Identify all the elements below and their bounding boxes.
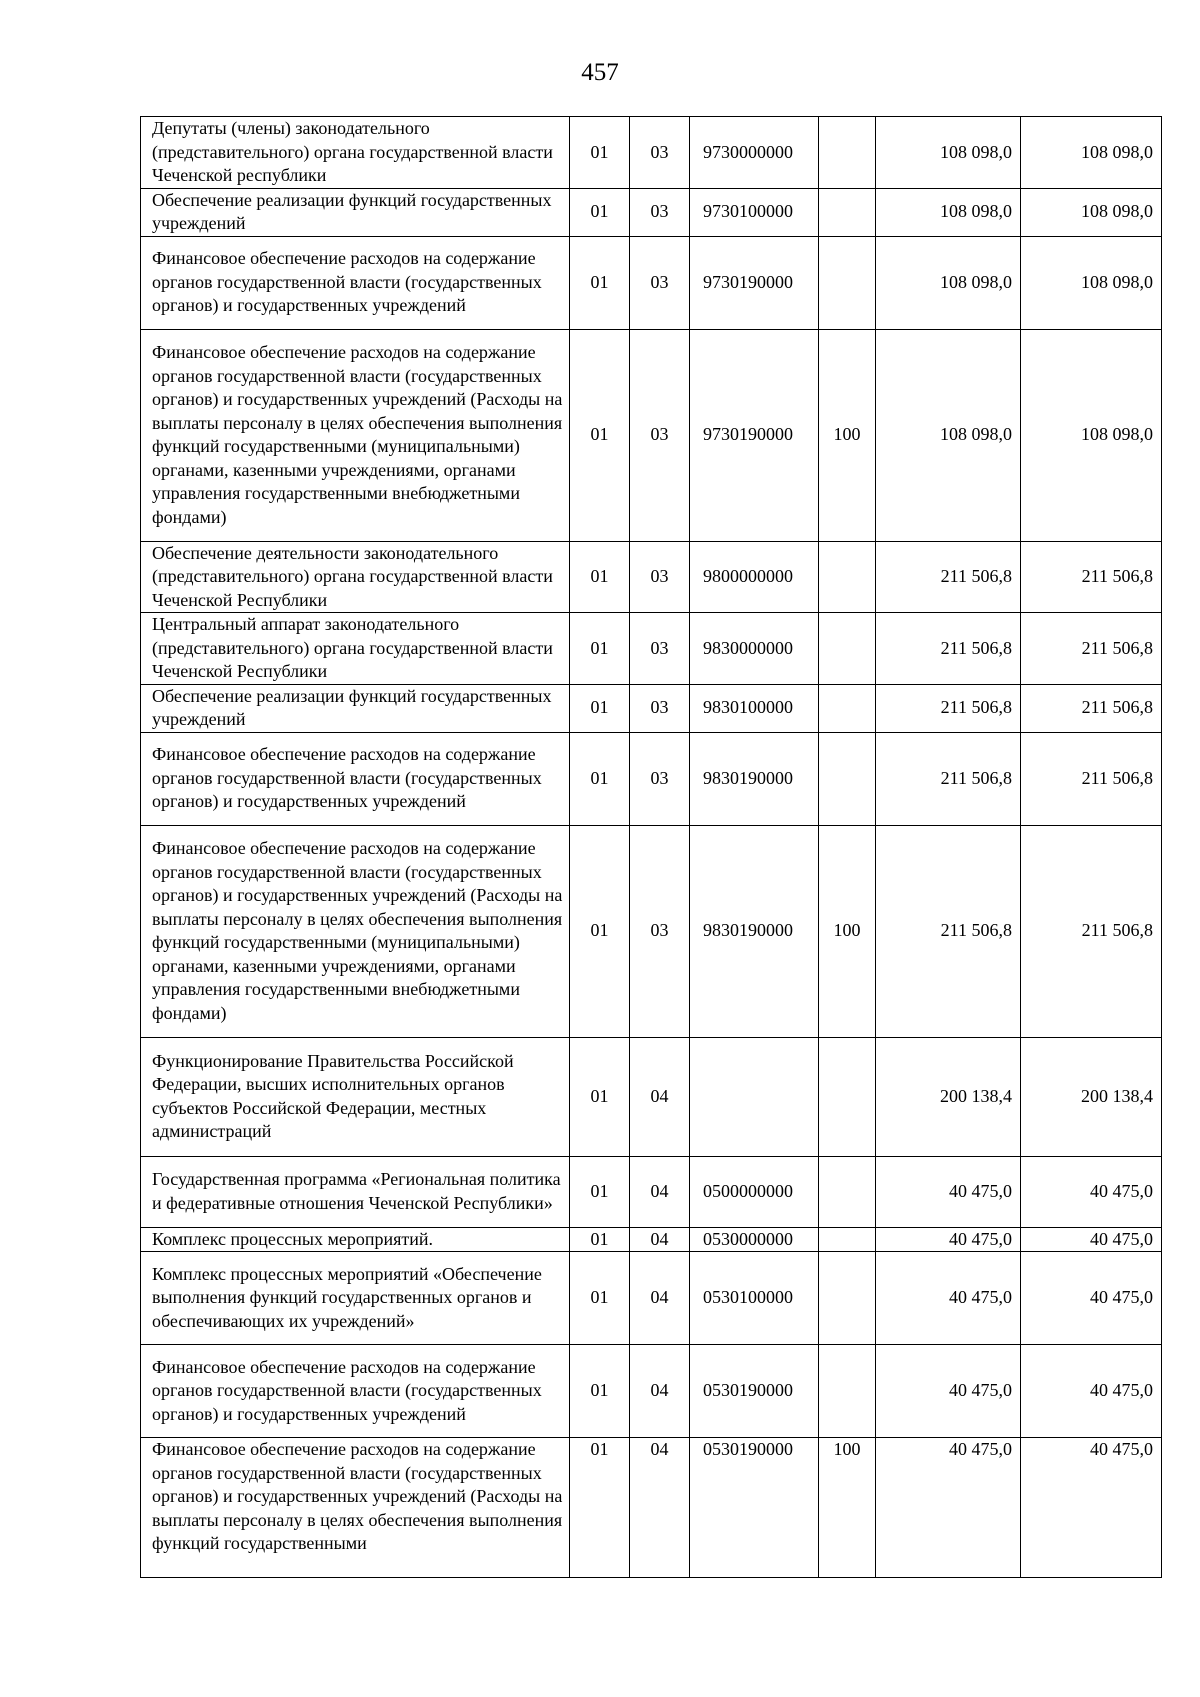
row-subsection-code: 04 [630,1252,690,1345]
row-section-code: 01 [570,613,630,685]
table-row [141,684,1162,732]
row-amount-2: 40 475,0 [1021,1227,1162,1252]
table-row [141,188,1162,236]
row-subsection-code: 04 [630,1438,690,1578]
row-amount-1: 211 506,8 [876,541,1021,613]
row-name: Финансовое обеспечение расходов на содержание органов государственной власти (государственных органов) и государственных учреждений (Расходы на выплаты персоналу в целях обеспечения выполнения функций государственными [141,1438,570,1578]
row-expense-type-code [819,1037,876,1156]
table-row [141,732,1162,825]
row-target-article-code: 9730000000 [690,117,819,189]
table-row [141,541,1162,613]
row-name: Государственная программа «Региональная политика и федеративные отношения Чеченской Республики» [141,1156,570,1227]
table-row [141,825,1162,1037]
row-section-code: 01 [570,541,630,613]
row-amount-1: 40 475,0 [876,1227,1021,1252]
row-section-code: 01 [570,188,630,236]
row-amount-1: 211 506,8 [876,684,1021,732]
table-row [141,117,1162,189]
table-body [141,117,1162,1578]
row-target-article-code: 0530190000 [690,1345,819,1438]
row-amount-2: 108 098,0 [1021,117,1162,189]
row-amount-1: 211 506,8 [876,825,1021,1037]
row-subsection-code: 04 [630,1037,690,1156]
row-expense-type-code: 100 [819,825,876,1037]
row-section-code: 01 [570,329,630,541]
row-expense-type-code [819,236,876,329]
row-name: Функционирование Правительства Российской Федерации, высших исполнительных органов субъектов Российской Федерации, местных администраций [141,1037,570,1156]
row-target-article-code [690,1037,819,1156]
table-row [141,1227,1162,1252]
row-amount-2: 108 098,0 [1021,236,1162,329]
row-section-code: 01 [570,1037,630,1156]
row-amount-2: 211 506,8 [1021,541,1162,613]
row-subsection-code: 03 [630,732,690,825]
row-expense-type-code [819,1345,876,1438]
row-amount-2: 40 475,0 [1021,1438,1162,1578]
row-expense-type-code [819,1252,876,1345]
row-amount-1: 40 475,0 [876,1438,1021,1578]
row-name: Финансовое обеспечение расходов на содержание органов государственной власти (государственных органов) и государственных учреждений (Расходы на выплаты персоналу в целях обеспечения выполнения функций государственными (муниципальными) органами, казенными учреждениями, органами управления государственными внебюджетными фондами) [141,329,570,541]
row-name: Депутаты (члены) законодательного (представительного) органа государственной власти Чеченской республики [141,117,570,189]
row-target-article-code: 9830000000 [690,613,819,685]
row-section-code: 01 [570,1345,630,1438]
row-amount-2: 211 506,8 [1021,732,1162,825]
table-row [141,1037,1162,1156]
row-subsection-code: 03 [630,825,690,1037]
row-subsection-code: 03 [630,117,690,189]
row-expense-type-code [819,541,876,613]
table-row [141,1345,1162,1438]
row-subsection-code: 04 [630,1345,690,1438]
row-amount-2: 211 506,8 [1021,613,1162,685]
row-name: Финансовое обеспечение расходов на содержание органов государственной власти (государственных органов) и государственных учреждений (Расходы на выплаты персоналу в целях обеспечения выполнения функций государственными (муниципальными) органами, казенными учреждениями, органами управления государственными внебюджетными фондами) [141,825,570,1037]
row-subsection-code: 03 [630,684,690,732]
row-amount-1: 108 098,0 [876,236,1021,329]
row-expense-type-code [819,732,876,825]
row-amount-2: 211 506,8 [1021,684,1162,732]
row-name: Финансовое обеспечение расходов на содержание органов государственной власти (государственных органов) и государственных учреждений [141,732,570,825]
row-amount-2: 108 098,0 [1021,188,1162,236]
row-expense-type-code [819,1227,876,1252]
row-section-code: 01 [570,732,630,825]
row-amount-1: 108 098,0 [876,329,1021,541]
row-amount-1: 200 138,4 [876,1037,1021,1156]
row-amount-2: 40 475,0 [1021,1345,1162,1438]
row-amount-2: 40 475,0 [1021,1156,1162,1227]
row-section-code: 01 [570,1156,630,1227]
row-amount-1: 211 506,8 [876,732,1021,825]
row-amount-1: 40 475,0 [876,1252,1021,1345]
row-section-code: 01 [570,1252,630,1345]
row-amount-1: 40 475,0 [876,1156,1021,1227]
row-expense-type-code: 100 [819,329,876,541]
row-amount-1: 211 506,8 [876,613,1021,685]
row-section-code: 01 [570,684,630,732]
row-name: Центральный аппарат законодательного (представительного) органа государственной власти Чеченской Республики [141,613,570,685]
row-subsection-code: 03 [630,541,690,613]
table-row [141,1438,1162,1578]
row-subsection-code: 03 [630,613,690,685]
row-target-article-code: 0530190000 [690,1438,819,1578]
table-row [141,236,1162,329]
row-amount-1: 40 475,0 [876,1345,1021,1438]
row-amount-2: 108 098,0 [1021,329,1162,541]
row-section-code: 01 [570,1227,630,1252]
budget-table [140,116,1162,1578]
row-amount-2: 200 138,4 [1021,1037,1162,1156]
row-name: Комплекс процессных мероприятий «Обеспечение выполнения функций государственных органов и обеспечивающих их учреждений» [141,1252,570,1345]
row-subsection-code: 03 [630,188,690,236]
row-name: Обеспечение реализации функций государственных учреждений [141,684,570,732]
table-row [141,1252,1162,1345]
row-amount-1: 108 098,0 [876,188,1021,236]
row-name: Финансовое обеспечение расходов на содержание органов государственной власти (государственных органов) и государственных учреждений [141,1345,570,1438]
row-target-article-code: 9830190000 [690,825,819,1037]
table-row [141,613,1162,685]
row-target-article-code: 9730100000 [690,188,819,236]
row-expense-type-code [819,117,876,189]
row-subsection-code: 03 [630,236,690,329]
row-target-article-code: 0530000000 [690,1227,819,1252]
row-target-article-code: 9800000000 [690,541,819,613]
row-name: Обеспечение реализации функций государственных учреждений [141,188,570,236]
table-row [141,1156,1162,1227]
row-section-code: 01 [570,236,630,329]
row-target-article-code: 0500000000 [690,1156,819,1227]
row-subsection-code: 04 [630,1156,690,1227]
row-name: Финансовое обеспечение расходов на содержание органов государственной власти (государственных органов) и государственных учреждений [141,236,570,329]
row-target-article-code: 9730190000 [690,329,819,541]
row-expense-type-code [819,188,876,236]
row-subsection-code: 04 [630,1227,690,1252]
row-expense-type-code: 100 [819,1438,876,1578]
row-target-article-code: 9730190000 [690,236,819,329]
row-target-article-code: 9830190000 [690,732,819,825]
row-section-code: 01 [570,825,630,1037]
row-expense-type-code [819,684,876,732]
row-section-code: 01 [570,1438,630,1578]
row-amount-2: 211 506,8 [1021,825,1162,1037]
row-target-article-code: 9830100000 [690,684,819,732]
row-expense-type-code [819,1156,876,1227]
table-row [141,329,1162,541]
row-amount-2: 40 475,0 [1021,1252,1162,1345]
row-section-code: 01 [570,117,630,189]
row-expense-type-code [819,613,876,685]
row-subsection-code: 03 [630,329,690,541]
page-number: 457 [581,59,619,86]
row-target-article-code: 0530100000 [690,1252,819,1345]
row-name: Обеспечение деятельности законодательного (представительного) органа государственной власти Чеченской Республики [141,541,570,613]
row-name: Комплекс процессных мероприятий. [141,1227,570,1252]
row-amount-1: 108 098,0 [876,117,1021,189]
